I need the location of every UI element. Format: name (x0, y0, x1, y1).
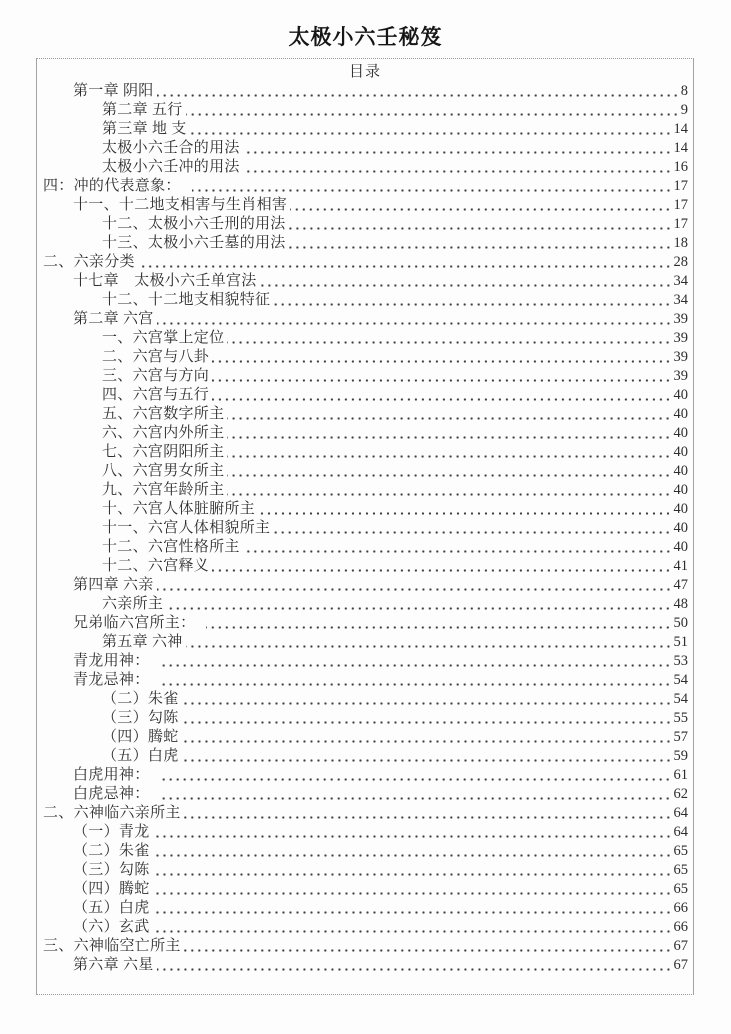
toc-entry-label: 太极小六壬合的用法 (102, 140, 240, 156)
toc-header: 目录 (348, 64, 381, 80)
toc-entry-label: 十二、太极小六壬刑的用法 (102, 216, 286, 232)
toc-entry-page: 51 (673, 634, 688, 650)
toc-entry-label: 兄弟临六宫所主： (73, 615, 204, 631)
toc-entry-page: 40 (673, 501, 688, 517)
toc-entry-page: 48 (673, 596, 688, 612)
toc-entry-label: （三）勾陈 (73, 862, 150, 878)
toc-entry (37, 139, 693, 158)
toc-entry-page: 40 (673, 406, 688, 422)
dot-leader (182, 720, 672, 725)
toc-entry (37, 481, 693, 500)
toc-entry-label: （六）玄武 (73, 919, 150, 935)
toc-entry-label: 青龙忌神： (73, 672, 158, 688)
toc-entry-page: 28 (673, 254, 688, 270)
toc-entry-label: （四）腾蛇 (73, 881, 150, 897)
toc-entry-label: 八、六宫男女所主 (102, 463, 225, 479)
toc-entry-page: 39 (673, 349, 688, 365)
toc-entry (37, 500, 693, 519)
toc-entry-page: 65 (673, 881, 688, 897)
toc-entry (37, 880, 693, 899)
dot-leader (290, 207, 671, 212)
toc-entry-page: 34 (673, 273, 688, 289)
toc-entry-page: 64 (673, 805, 688, 821)
toc-entry (37, 842, 693, 861)
toc-entry-page: 40 (673, 482, 688, 498)
toc-entry (37, 804, 693, 823)
dot-leader (186, 644, 672, 649)
toc-entry-page: 55 (673, 710, 688, 726)
toc-entry-label: 第五章 六神 (102, 634, 183, 650)
toc-box (36, 58, 694, 995)
toc-entry-page: 18 (673, 235, 688, 251)
toc-entry-label: 九、六宫年龄所主 (102, 482, 225, 498)
dot-leader (206, 625, 671, 630)
toc-entry-page: 53 (673, 653, 688, 669)
toc-entry (37, 690, 693, 709)
toc-entry-label: 青龙用神： (73, 653, 158, 669)
toc-entry (37, 272, 693, 291)
toc-entry-label: 十三、太极小六壬墓的用法 (102, 235, 286, 251)
dot-leader (160, 796, 671, 801)
toc-entry (37, 234, 693, 253)
toc-entry-page: 65 (673, 843, 688, 859)
toc-entry-page: 40 (673, 463, 688, 479)
toc-entry (37, 709, 693, 728)
dot-leader (186, 112, 679, 117)
toc-entry (37, 766, 693, 785)
dot-leader (212, 568, 671, 573)
toc-entry-page: 40 (673, 539, 688, 555)
toc-entry-label: 二、六宫与八卦 (102, 349, 210, 365)
dot-leader (153, 891, 672, 896)
dot-leader (273, 302, 671, 307)
dot-leader (157, 967, 672, 972)
dot-leader (227, 454, 671, 459)
toc-entry-label: 六、六宫内外所主 (102, 425, 225, 441)
dot-leader (227, 416, 671, 421)
toc-entry-label: 白虎用神： (73, 767, 158, 783)
toc-entry (37, 671, 693, 690)
toc-entry (37, 823, 693, 842)
toc-entry (37, 367, 693, 386)
toc-entry (37, 291, 693, 310)
dot-leader (192, 188, 672, 193)
toc-entry (37, 348, 693, 367)
toc-entry-page: 14 (673, 121, 688, 137)
dot-leader (153, 929, 672, 934)
toc-entry (37, 462, 693, 481)
toc-entry (37, 253, 693, 272)
toc-entry-page: 17 (673, 178, 688, 194)
toc-entry-label: （二）朱雀 (102, 691, 179, 707)
toc-entry-label: 十一、六宫人体相貌所主 (102, 520, 271, 536)
toc-entry (37, 937, 693, 956)
dot-leader (157, 587, 672, 592)
toc-entry-page: 17 (673, 197, 688, 213)
dot-leader (258, 511, 671, 516)
toc-entry-page: 41 (673, 558, 688, 574)
toc-entry (37, 652, 693, 671)
toc-entry-label: 十一、十二地支相害与生肖相害 (73, 197, 288, 213)
toc-entry-page: 66 (673, 900, 688, 916)
toc-entry-label: 第二章 六宫 (73, 311, 154, 327)
toc-entry (37, 557, 693, 576)
dot-leader (227, 435, 671, 440)
toc-entry-label: （一）青龙 (73, 824, 150, 840)
toc-entry-page: 61 (673, 767, 688, 783)
dot-leader (166, 606, 671, 611)
toc-entry (37, 424, 693, 443)
toc-entry-label: （五）白虎 (73, 900, 150, 916)
dot-leader (184, 815, 672, 820)
toc-entry (37, 899, 693, 918)
toc-entry (37, 196, 693, 215)
toc-entry-page: 14 (673, 140, 688, 156)
toc-entry (37, 101, 693, 120)
toc-entry-label: 三、六宫与方向 (102, 368, 210, 384)
dot-leader (212, 378, 671, 383)
toc-entry-page: 9 (680, 102, 688, 118)
toc-entry-label: （三）勾陈 (102, 710, 179, 726)
toc-entry-page: 8 (680, 83, 688, 99)
toc-entry-page: 64 (673, 824, 688, 840)
toc-entry (37, 576, 693, 595)
dot-leader (289, 226, 672, 231)
toc-entry (37, 82, 693, 101)
toc-entry-label: 十二、六宫释义 (102, 558, 210, 574)
toc-list (37, 82, 693, 975)
toc-entry (37, 177, 693, 196)
toc-entry-label: 十二、六宫性格所主 (102, 539, 240, 555)
dot-leader (243, 169, 672, 174)
dot-leader (227, 492, 671, 497)
dot-leader (157, 321, 672, 326)
toc-entry (37, 595, 693, 614)
toc-entry-label: （二）朱雀 (73, 843, 150, 859)
dot-leader (157, 93, 679, 98)
dot-leader (182, 739, 672, 744)
dot-leader (153, 872, 672, 877)
toc-entry-label: 二、六神临六亲所主 (43, 805, 181, 821)
toc-entry-page: 47 (673, 577, 688, 593)
toc-entry-label: 十七章 太极小六壬单宫法 (73, 273, 257, 289)
dot-leader (160, 777, 671, 782)
toc-entry-page: 65 (673, 862, 688, 878)
toc-entry (37, 158, 693, 177)
toc-entry (37, 747, 693, 766)
toc-entry-label: 五、六宫数字所主 (102, 406, 225, 422)
toc-entry-label: 第三章 地 支 (102, 121, 187, 137)
toc-entry (37, 728, 693, 747)
dot-leader (212, 359, 671, 364)
toc-entry-label: 七、六宫阴阳所主 (102, 444, 225, 460)
toc-entry-page: 16 (673, 159, 688, 175)
toc-entry-page: 54 (673, 672, 688, 688)
toc-entry-page: 50 (673, 615, 688, 631)
toc-entry-label: 第四章 六亲 (73, 577, 154, 593)
toc-entry-label: 十二、十二地支相貌特征 (102, 292, 271, 308)
toc-entry-label: 十、六宫人体脏腑所主 (102, 501, 256, 517)
toc-entry-page: 40 (673, 520, 688, 536)
toc-entry (37, 120, 693, 139)
dot-leader (190, 131, 672, 136)
toc-entry-label: 第二章 五行 (102, 102, 183, 118)
toc-entry (37, 519, 693, 538)
toc-entry-page: 40 (673, 387, 688, 403)
toc-entry (37, 956, 693, 975)
toc-entry-label: 一、六宫掌上定位 (102, 330, 225, 346)
toc-entry-label: 第一章 阴阳 (73, 83, 154, 99)
toc-entry-page: 17 (673, 216, 688, 232)
dot-leader (260, 283, 672, 288)
toc-entry-label: （四）腾蛇 (102, 729, 179, 745)
dot-leader (184, 948, 672, 953)
toc-entry-page: 39 (673, 330, 688, 346)
toc-entry-page: 54 (673, 691, 688, 707)
toc-entry-label: 六亲所主 (102, 596, 164, 612)
toc-entry (37, 443, 693, 462)
toc-entry (37, 785, 693, 804)
dot-leader (289, 245, 672, 250)
toc-entry-page: 40 (673, 425, 688, 441)
toc-entry-page: 40 (673, 444, 688, 460)
toc-entry-page: 66 (673, 919, 688, 935)
dot-leader (182, 701, 672, 706)
toc-entry-page: 39 (673, 368, 688, 384)
dot-leader (160, 682, 671, 687)
dot-leader (227, 473, 671, 478)
dot-leader (182, 758, 672, 763)
toc-entry (37, 633, 693, 652)
toc-entry-page: 39 (673, 311, 688, 327)
toc-entry-page: 67 (673, 938, 688, 954)
toc-entry (37, 386, 693, 405)
toc-entry-page: 34 (673, 292, 688, 308)
toc-entry (37, 538, 693, 557)
toc-entry (37, 329, 693, 348)
toc-entry (37, 614, 693, 633)
dot-leader (243, 150, 672, 155)
toc-entry-page: 62 (673, 786, 688, 802)
toc-entry-label: 二、六亲分类 (43, 254, 135, 270)
dot-leader (227, 340, 671, 345)
dot-leader (153, 853, 672, 858)
dot-leader (212, 397, 671, 402)
toc-entry-label: 白虎忌神： (73, 786, 158, 802)
dot-leader (160, 663, 671, 668)
toc-entry-label: 三、六神临空亡所主 (43, 938, 181, 954)
toc-entry-label: 四：冲的代表意象： (43, 178, 189, 194)
dot-leader (153, 910, 672, 915)
toc-entry (37, 310, 693, 329)
toc-entry-label: 四、六宫与五行 (102, 387, 210, 403)
dot-leader (273, 530, 671, 535)
toc-entry-label: 第六章 六星 (73, 957, 154, 973)
toc-entry (37, 918, 693, 937)
toc-entry-label: 太极小六壬冲的用法 (102, 159, 240, 175)
toc-entry (37, 861, 693, 880)
toc-entry-page: 67 (673, 957, 688, 973)
toc-entry-label: （五）白虎 (102, 748, 179, 764)
dot-leader (243, 549, 672, 554)
toc-entry (37, 405, 693, 424)
toc-entry-page: 57 (673, 729, 688, 745)
dot-leader (153, 834, 672, 839)
dot-leader (138, 264, 672, 269)
document-title: 太极小六壬秘笈 (288, 25, 443, 49)
toc-entry-page: 59 (673, 748, 688, 764)
toc-entry (37, 215, 693, 234)
